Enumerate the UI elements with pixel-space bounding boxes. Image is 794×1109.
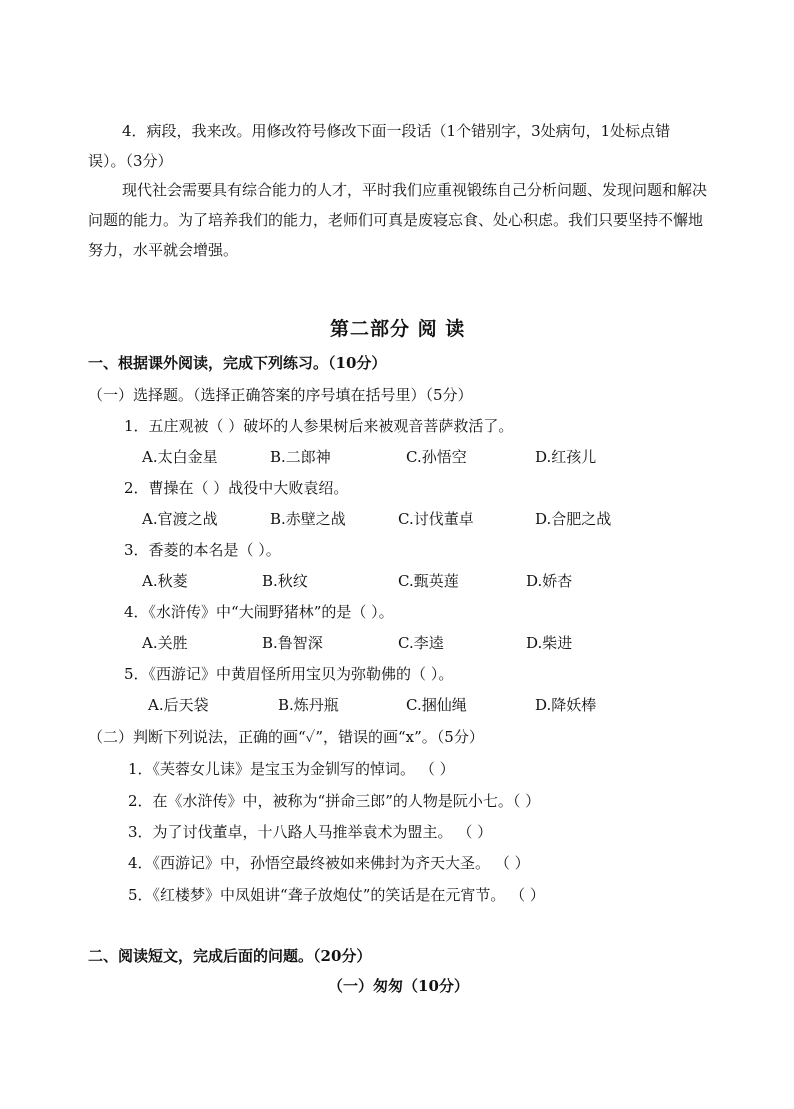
section1-heading: 一、根据课外阅读，完成下列练习。（10分） [88, 354, 387, 372]
q4-line1: 4．病段，我来改。用修改符号修改下面一段话（1个错别字，3处病句，1处标点错 [122, 122, 671, 140]
mc4-option-c: C.李逵 [398, 634, 444, 652]
tf-item-5: 5．《红楼梦》中凤姐讲“聋子放炮仗”的笑话是在元宵节。 （ ） [128, 886, 545, 904]
mc1-option-b: B.二郎神 [270, 448, 331, 466]
mc4-option-a: A.关胜 [142, 634, 188, 652]
mc3-option-c: C.甄英莲 [398, 572, 459, 590]
mc4-option-d: D.柴进 [526, 634, 573, 652]
mc5-option-d: D.降妖棒 [535, 696, 597, 714]
mc4-option-b: B.鲁智深 [262, 634, 323, 652]
mc5-option-c: C.捆仙绳 [406, 696, 467, 714]
tf-item-1: 1．《芙蓉女儿诔》是宝玉为金钏写的悼词。 （ ） [128, 760, 455, 778]
mc-question-4: 4．《水浒传》中“大闹野猪林”的是（ ）。 [124, 603, 394, 621]
mc1-option-d: D.红孩儿 [535, 448, 597, 466]
mc1-option-a: A.太白金星 [142, 448, 218, 466]
part2-title: 第二部分 阅 读 [330, 318, 466, 340]
mc-question-5: 5．《西游记》中黄眉怪所用宝贝为弥勒佛的（ ）。 [124, 665, 454, 683]
section1-sub2: （二）判断下列说法，正确的画“✓”，错误的画“x”。（5分） [88, 728, 484, 746]
mc2-option-c: C.讨伐董卓 [398, 510, 474, 528]
mc2-option-a: A.官渡之战 [142, 510, 218, 528]
mc1-option-c: C.孙悟空 [406, 448, 467, 466]
tf-item-4: 4．《西游记》中，孙悟空最终被如来佛封为齐天大圣。 （ ） [128, 854, 530, 872]
mc3-option-b: B.秋纹 [262, 572, 308, 590]
mc-question-2: 2．曹操在（ ）战役中大败袁绍。 [124, 479, 349, 497]
q4-line2: 误）。（3分） [88, 152, 173, 170]
mc-question-3: 3．香菱的本名是（ ）。 [124, 541, 281, 559]
q4-paragraph-text: 现代社会需要具有综合能力的人才，平时我们应重视锻练自己分析问题、发现问题和解决问题的能力。为了培养我们的能力，老师们可真是废寝忘食、处心积虑。我们只要坚持不懈地努力，水平就会增强。 [88, 181, 708, 259]
tf-item-2: 2．在《水浒传》中，被称为“拼命三郎”的人物是阮小七。（ ） [128, 792, 541, 810]
mc-question-1: 1．五庄观被（ ）破坏的人参果树后来被观音菩萨救活了。 [124, 417, 514, 435]
section2-heading: 二、阅读短文，完成后面的问题。（20分） [88, 947, 372, 965]
mc3-option-d: D.娇杏 [526, 572, 573, 590]
tf-item-3: 3．为了讨伐董卓，十八路人马推举袁术为盟主。 （ ） [128, 823, 493, 841]
mc3-option-a: A.秋菱 [142, 572, 188, 590]
section2-sub1: （一）匆匆（10分） [328, 977, 469, 995]
mc5-option-b: B.炼丹瓶 [278, 696, 339, 714]
section1-sub1: （一）选择题。（选择正确答案的序号填在括号里）（5分） [88, 386, 473, 404]
mc2-option-d: D.合肥之战 [535, 510, 612, 528]
q4-paragraph [88, 175, 710, 265]
mc5-option-a: A.后天袋 [148, 696, 209, 714]
mc2-option-b: B.赤壁之战 [270, 510, 346, 528]
